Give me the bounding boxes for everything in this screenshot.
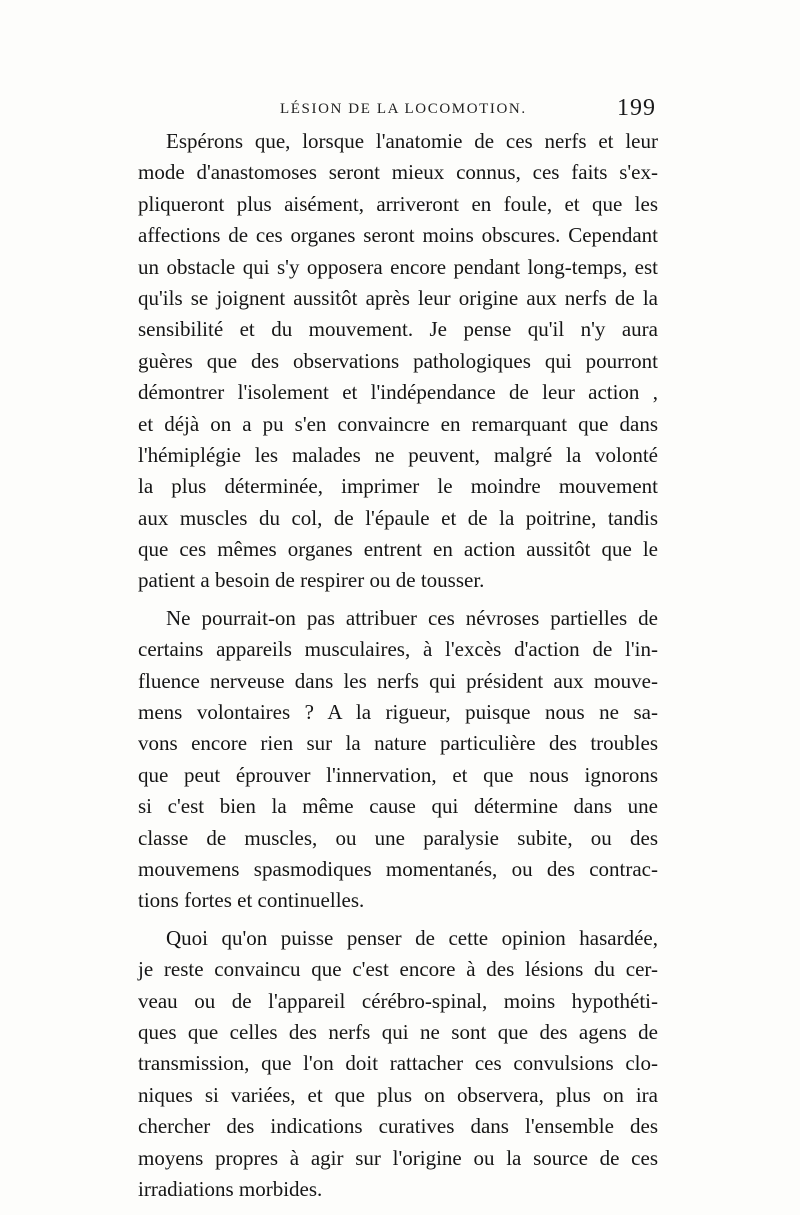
text-line: vons encore rien sur la nature particulière des troubles xyxy=(138,731,658,756)
text-line: que ces mêmes organes entrent en action aussitôt que le xyxy=(138,537,658,562)
text-line: sensibilité et du mouvement. Je pense qu'il n'y aura xyxy=(138,317,658,342)
text-line: l'hémiplégie les malades ne peuvent, malgré la volonté xyxy=(138,442,658,467)
text-line: patient a besoin de respirer ou de tousser. xyxy=(138,568,485,593)
text-line: irradiations morbides. xyxy=(138,1176,323,1201)
text-line: chercher des indications curatives dans l'ensemble des xyxy=(138,1114,658,1139)
text-line: pliqueront plus aisément, arriveront en foule, et que les xyxy=(138,191,658,216)
text-line: qu'ils se joignent aussitôt après leur origine aux nerfs de la xyxy=(138,285,658,310)
paragraph-3 xyxy=(138,917,658,1206)
text-line: et déjà on a pu s'en convaincre en remarquant que dans xyxy=(138,411,658,436)
text-line: transmission, que l'on doit rattacher ces convulsions clo- xyxy=(138,1051,658,1076)
text-line: classe de muscles, ou une paralysie subite, ou des xyxy=(138,825,658,850)
text-line: si c'est bien la même cause qui détermine dans une xyxy=(138,794,658,819)
text-line: ques que celles des nerfs qui ne sont que des agens de xyxy=(138,1019,658,1044)
text-line: aux muscles du col, de l'épaule et de la poitrine, tandis xyxy=(138,505,658,530)
paragraph-1 xyxy=(138,126,658,597)
text-line: je reste convaincu que c'est encore à des lésions du cer- xyxy=(138,957,658,982)
text-line: Quoi qu'on puisse penser de cette opinion hasardée, xyxy=(166,925,658,950)
text-line: mouvemens spasmodiques momentanés, ou des contrac- xyxy=(138,856,658,881)
text-line: niques si variées, et que plus on observera, plus on ira xyxy=(138,1082,658,1107)
text-line: un obstacle qui s'y opposera encore pendant long-temps, est xyxy=(138,254,658,279)
paragraph-2 xyxy=(138,597,658,917)
text-line: Ne pourrait-on pas attribuer ces névroses partielles de xyxy=(166,605,658,630)
text-line: tions fortes et continuelles. xyxy=(138,888,365,913)
text-line: moyens propres à agir sur l'origine ou la source de ces xyxy=(138,1145,658,1170)
running-title: LÉSION DE LA LOCOMOTION. xyxy=(280,101,527,117)
text-line: fluence nerveuse dans les nerfs qui président aux mouve- xyxy=(138,668,658,693)
text-line: veau ou de l'appareil cérébro-spinal, moins hypothéti- xyxy=(138,988,658,1013)
text-line: Espérons que, lorsque l'anatomie de ces nerfs et leur xyxy=(166,129,658,153)
text-line: affections de ces organes seront moins obscures. Cependant xyxy=(138,223,658,248)
text-line: démontrer l'isolement et l'indépendance de leur action , xyxy=(138,380,658,405)
text-line: mode d'anastomoses seront mieux connus, ces faits s'ex- xyxy=(138,160,658,185)
running-head xyxy=(0,95,800,125)
page-number: 199 xyxy=(617,95,656,121)
text-line: certains appareils musculaires, à l'excès d'action de l'in- xyxy=(138,637,658,662)
text-line: mens volontaires ? A la rigueur, puisque nous ne sa- xyxy=(138,700,658,725)
text-line: la plus déterminée, imprimer le moindre mouvement xyxy=(138,474,658,499)
text-line: que peut éprouver l'innervation, et que nous ignorons xyxy=(138,762,658,787)
body-text xyxy=(138,126,658,1205)
text-line: guères que des observations pathologiques qui pourront xyxy=(138,348,658,373)
